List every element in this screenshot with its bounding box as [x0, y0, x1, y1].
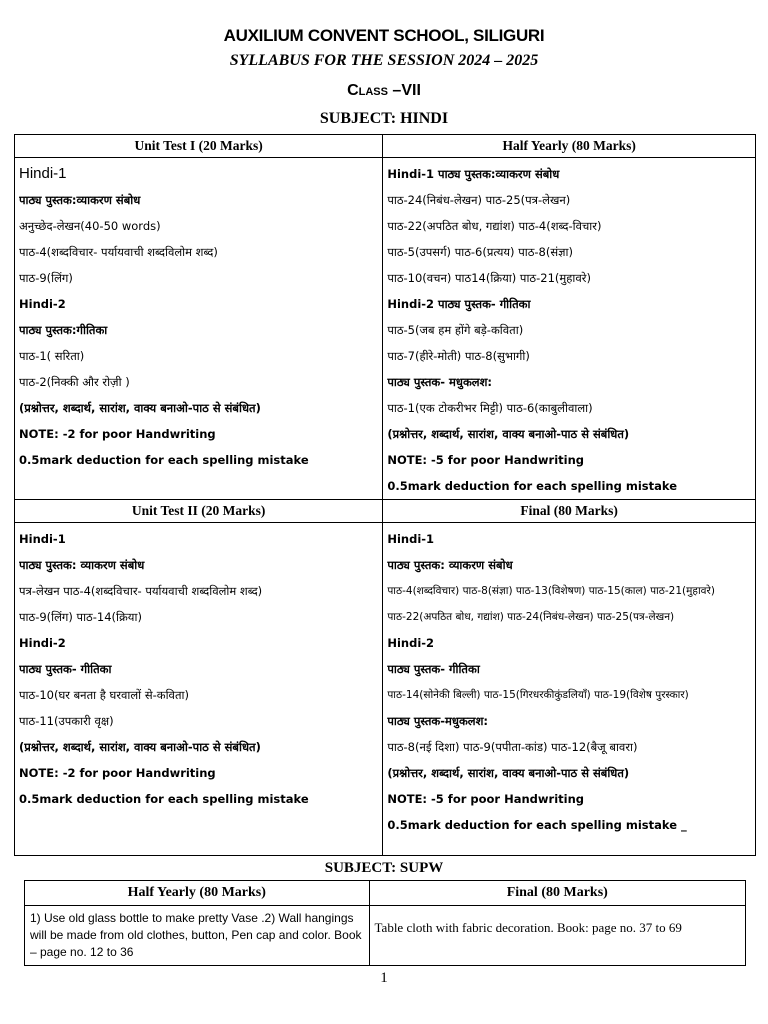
- session-title: SYLLABUS FOR THE SESSION 2024 – 2025: [229, 52, 539, 69]
- list-item: 0.5mark deduction for each spelling mistake: [387, 479, 678, 493]
- list-item: पाठ-10(घर बनता है घरवालों से-कविता): [19, 688, 189, 702]
- unit2-cell: [15, 523, 383, 856]
- list-item: पाठ-22(अपठित बोध, गद्यांश) पाठ-24(निबंध-लेखन) पाठ-25(पत्र-लेखन): [387, 611, 675, 623]
- school-name: AUXILIUM CONVENT SCHOOL, SILIGURI: [223, 26, 545, 45]
- list-item: पाठ्य पुस्तक- मधुकलश:: [387, 375, 492, 389]
- list-item: पाठ-11(उपकारी वृक्ष): [19, 714, 114, 728]
- supw-final-header: Final (80 Marks): [369, 881, 745, 906]
- unit2-header: Unit Test II (20 Marks): [15, 500, 383, 523]
- list-item: पाठ्य पुस्तक: व्याकरण संबोध: [387, 558, 513, 572]
- list-item: Hindi-2: [19, 297, 66, 311]
- list-item: NOTE: -5 for poor Handwriting: [387, 453, 584, 467]
- list-item: पाठ-7(हीरे-मोती) पाठ-8(सुभागी): [387, 349, 530, 363]
- list-item: पाठ-4(शब्दविचार) पाठ-8(संज्ञा) पाठ-13(विशेषण) पाठ-15(काल) पाठ-21(मुहावरे): [387, 585, 715, 597]
- list-item: पाठ्य पुस्तक:व्याकरण संबोध: [19, 193, 141, 207]
- unit1-header: Unit Test I (20 Marks): [15, 135, 383, 158]
- list-item: पाठ-1( सरिता): [19, 349, 85, 363]
- list-item: (प्रश्नोत्तर, शब्दार्थ, सारांश, वाक्य बनाओ-पाठ से संबंधित): [19, 401, 261, 415]
- list-item: पाठ्य पुस्तक- गीतिका: [19, 662, 112, 676]
- supw-final-cell: Table cloth with fabric decoration. Book: page no. 37 to 69: [369, 906, 745, 966]
- list-item: Hindi-2 पाठ्य पुस्तक- गीतिका: [387, 297, 531, 311]
- list-item: (प्रश्नोत्तर, शब्दार्थ, सारांश, वाक्य बनाओ-पाठ से संबंधित): [387, 766, 630, 780]
- list-item: पाठ-10(वचन) पाठ14(क्रिया) पाठ-21(मुहावरे): [387, 271, 591, 285]
- final-header: Final (80 Marks): [383, 500, 756, 523]
- subject-hindi-heading: SUBJECT: HINDI: [319, 110, 449, 127]
- list-item: पाठ-5(जब हम होंगे बड़े-कविता): [387, 323, 524, 337]
- list-item: पाठ-9(लिंग): [19, 271, 73, 285]
- list-item: (प्रश्नोत्तर, शब्दार्थ, सारांश, वाक्य बनाओ-पाठ से संबंधित): [19, 740, 261, 754]
- list-item: 0.5mark deduction for each spelling mistake _: [387, 818, 687, 832]
- half-yearly-header: Half Yearly (80 Marks): [383, 135, 756, 158]
- list-item: पाठ-14(सोनेकी बिल्ली) पाठ-15(गिरधरकीकुंडलियाँ) पाठ-19(विशेष पुरस्कार): [387, 689, 689, 701]
- list-item: Hindi-1: [387, 532, 435, 546]
- supw-half-yearly-header: Half Yearly (80 Marks): [25, 881, 370, 906]
- subject-supw-heading: SUBJECT: SUPW: [324, 860, 444, 876]
- final-cell: [383, 523, 756, 856]
- list-item: NOTE: -2 for poor Handwriting: [19, 427, 216, 441]
- list-item: पाठ्य पुस्तक:गीतिका: [19, 323, 108, 337]
- page-number: 1: [380, 970, 388, 986]
- hindi-syllabus-table: [14, 134, 756, 856]
- list-item: अनुच्छेद-लेखन(40-50 words): [19, 219, 161, 233]
- list-item: NOTE: -2 for poor Handwriting: [19, 766, 216, 780]
- list-item: (प्रश्नोत्तर, शब्दार्थ, सारांश, वाक्य बनाओ-पाठ से संबंधित): [387, 427, 630, 441]
- table-row: [15, 158, 756, 500]
- table-row: [15, 500, 756, 523]
- list-item: 0.5mark deduction for each spelling mistake: [19, 792, 309, 806]
- list-item: NOTE: -5 for poor Handwriting: [387, 792, 584, 806]
- supw-half-yearly-cell: 1) Use old glass bottle to make pretty Vase .2) Wall hangings will be made from old clothes, button, Pen cap and color. Book – page no. 12 to 36: [25, 906, 370, 966]
- list-item: पाठ-22(अपठित बोध, गद्यांश) पाठ-4(शब्द-विचार): [387, 219, 602, 233]
- list-item: पाठ-1(एक टोकरीभर मिट्टी) पाठ-6(काबुलीवाला): [387, 401, 593, 415]
- list-item: पाठ्य पुस्तक- गीतिका: [387, 662, 480, 676]
- class-title: Class –VII: [347, 82, 421, 99]
- list-item: पाठ्य पुस्तक: व्याकरण संबोध: [19, 558, 145, 572]
- list-item: Hindi-1: [19, 165, 67, 182]
- list-item: Hindi-1 पाठ्य पुस्तक:व्याकरण संबोध: [387, 167, 560, 181]
- list-item: 0.5mark deduction for each spelling mistake: [19, 453, 309, 467]
- list-item: पाठ-8(नई दिशा) पाठ-9(पपीता-कांड) पाठ-12(बैजू बावरा): [387, 740, 638, 754]
- table-row: [25, 881, 746, 906]
- list-item: पाठ-24(निबंध-लेखन) पाठ-25(पत्र-लेखन): [387, 193, 571, 207]
- table-row: [15, 135, 756, 158]
- table-row: [25, 906, 746, 966]
- list-item: Hindi-2: [19, 636, 66, 650]
- table-row: [15, 523, 756, 856]
- unit1-cell: [15, 158, 383, 500]
- list-item: पत्र-लेखन पाठ-4(शब्दविचार- पर्यायवाची शब्दविलोम शब्द): [19, 584, 263, 598]
- list-item: पाठ्य पुस्तक-मधुकलश:: [387, 714, 488, 728]
- supw-syllabus-table: [24, 880, 746, 966]
- list-item: पाठ-4(शब्दविचार- पर्यायवाची शब्दविलोम शब्द): [19, 245, 218, 259]
- list-item: पाठ-9(लिंग) पाठ-14(क्रिया): [19, 610, 142, 624]
- list-item: पाठ-2(निक्की और रोज़ी ): [19, 375, 130, 389]
- half-yearly-cell: [383, 158, 756, 500]
- list-item: पाठ-5(उपसर्ग) पाठ-6(प्रत्यय) पाठ-8(संज्ञा): [387, 245, 573, 259]
- list-item: Hindi-1: [19, 532, 66, 546]
- list-item: Hindi-2: [387, 636, 435, 650]
